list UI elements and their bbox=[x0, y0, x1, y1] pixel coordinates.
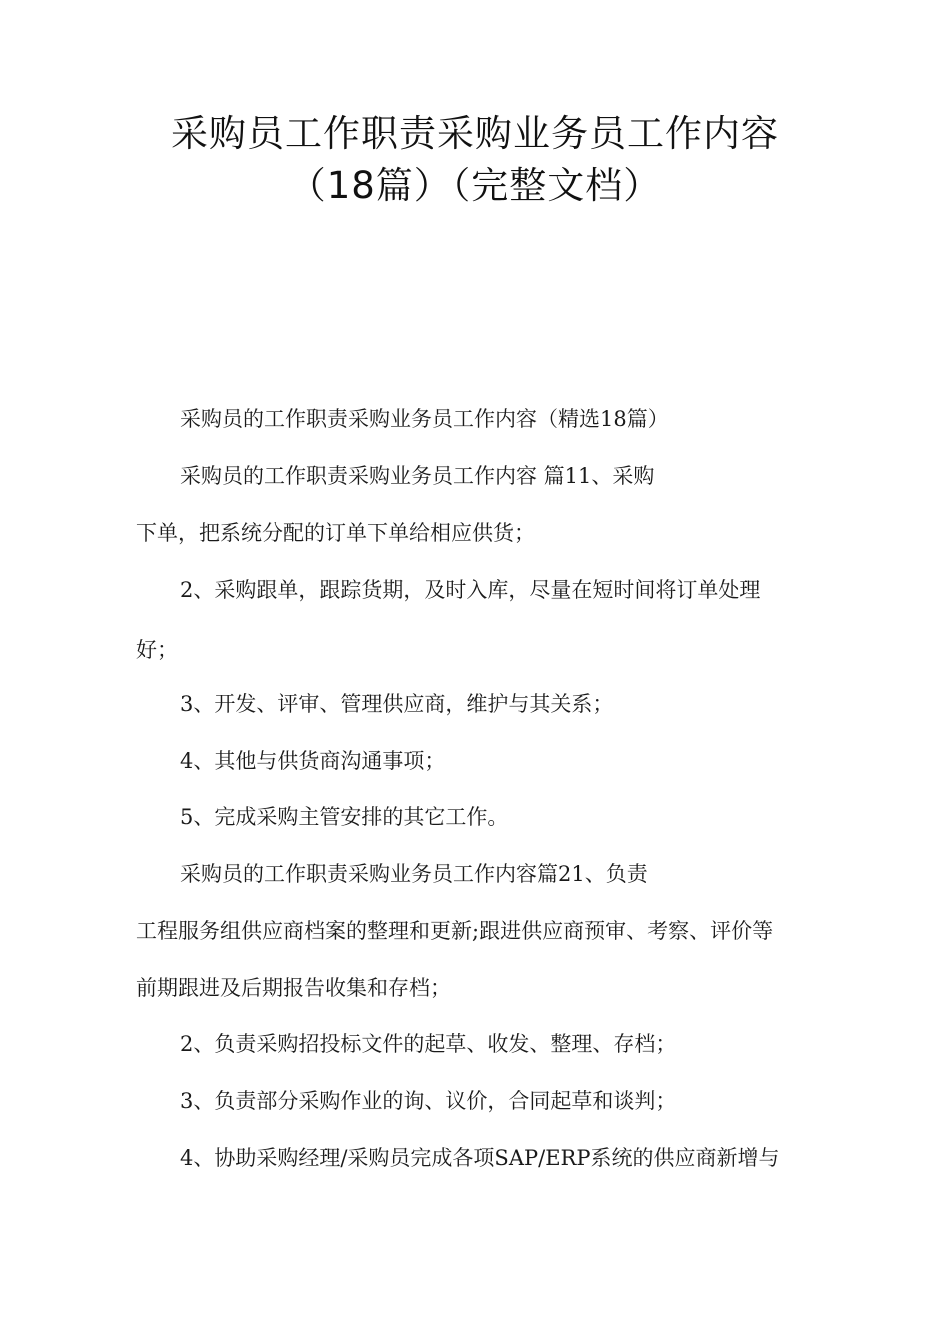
paragraph-line: 下单，把系统分配的订单下单给相应供货； bbox=[136, 521, 535, 545]
paragraph-line: 3、开发、评审、管理供应商，维护与其关系； bbox=[180, 692, 614, 716]
paragraph-line: 4、其他与供货商沟通事项； bbox=[180, 749, 446, 773]
paragraph-line: 采购员的工作职责采购业务员工作内容 篇11、采购 bbox=[180, 464, 655, 488]
paragraph-line: 3、负责部分采购作业的询、议价，合同起草和谈判； bbox=[180, 1089, 677, 1113]
paragraph-line: 采购员的工作职责采购业务员工作内容（精选18篇） bbox=[180, 407, 669, 431]
paragraph-line: 2、采购跟单，跟踪货期，及时入库，尽量在短时间将订单处理 bbox=[180, 578, 761, 602]
paragraph-line: 前期跟进及后期报告收集和存档； bbox=[136, 976, 451, 1000]
document-title-line-2: （18篇）（完整文档） bbox=[288, 164, 662, 207]
paragraph-line: 5、完成采购主管安排的其它工作。 bbox=[180, 805, 509, 829]
paragraph-line: 工程服务组供应商档案的整理和更新;跟进供应商预审、考察、评价等 bbox=[136, 919, 774, 943]
paragraph-line: 采购员的工作职责采购业务员工作内容篇21、负责 bbox=[180, 862, 648, 886]
document-title-line-1: 采购员工作职责采购业务员工作内容 bbox=[171, 112, 779, 155]
paragraph-line: 好； bbox=[136, 638, 178, 662]
paragraph-line: 2、负责采购招投标文件的起草、收发、整理、存档； bbox=[180, 1032, 677, 1056]
paragraph-line: 4、协助采购经理/采购员完成各项SAP/ERP系统的供应商新增与 bbox=[180, 1146, 780, 1170]
